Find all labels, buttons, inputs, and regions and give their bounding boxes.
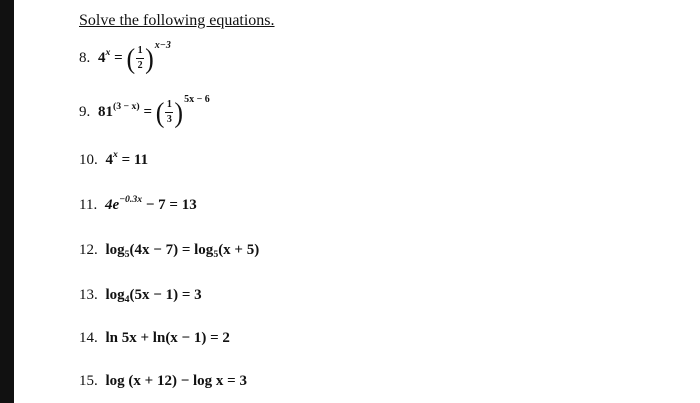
fraction-denominator: 2 bbox=[137, 60, 143, 72]
rhs-exponent: 5x − 6 bbox=[184, 94, 210, 105]
problem-number: 9. bbox=[79, 104, 91, 120]
lhs-term: 4e bbox=[104, 197, 120, 213]
problem-number: 8. bbox=[79, 50, 91, 66]
problem-13 bbox=[79, 287, 202, 304]
rhs-exponent: x−3 bbox=[154, 40, 171, 51]
problem-number: 14. bbox=[79, 330, 98, 346]
log-argument: (5x − 1) = 3 bbox=[129, 287, 202, 303]
problem-8 bbox=[79, 40, 171, 72]
lhs-exponent: x bbox=[105, 47, 111, 59]
problem-12 bbox=[79, 242, 259, 259]
problem-number: 11. bbox=[79, 197, 98, 213]
lhs-base: 81 bbox=[98, 104, 113, 120]
problem-number: 10. bbox=[79, 152, 98, 168]
fraction-in-parentheses: ( $\frac{1}{2}$ ) bbox=[126, 42, 154, 74]
log-function: log bbox=[105, 287, 125, 303]
fraction-bar bbox=[165, 112, 173, 113]
log-argument: (x + 5) bbox=[218, 242, 260, 258]
problem-number: 12. bbox=[79, 242, 98, 258]
fraction-numerator: 1 bbox=[137, 45, 143, 57]
problem-14 bbox=[79, 330, 230, 347]
fraction bbox=[136, 46, 144, 71]
equation: log (x + 12) − log x = 3 bbox=[105, 373, 247, 389]
log-base: 4 bbox=[124, 293, 130, 305]
log-base: 5 bbox=[213, 248, 219, 260]
problem-10 bbox=[79, 149, 149, 169]
fraction-denominator: 3 bbox=[166, 114, 172, 126]
lhs-exponent: (3 − x) bbox=[113, 101, 140, 113]
problem-number: 15. bbox=[79, 373, 98, 389]
lhs-exponent: x bbox=[113, 149, 118, 161]
lhs-exponent: −0.3x bbox=[119, 194, 143, 206]
fraction-in-parentheses: ( $\frac{1}{3}$ ) bbox=[155, 96, 184, 128]
instructions-heading: Solve the following equations. bbox=[79, 12, 275, 29]
left-edge-bar bbox=[0, 0, 14, 403]
problem-15 bbox=[79, 373, 247, 390]
equation-rest: − 7 = 13 bbox=[142, 197, 197, 213]
equals-sign: = bbox=[143, 104, 152, 120]
fraction-bar bbox=[136, 58, 144, 59]
equation: ln 5x + ln(x − 1) = 2 bbox=[105, 330, 230, 346]
problem-number: 13. bbox=[79, 287, 98, 303]
equation-rest: = 11 bbox=[117, 152, 149, 168]
log-function: log bbox=[194, 242, 214, 258]
equals-sign: = bbox=[114, 50, 123, 66]
lhs-base: 4 bbox=[105, 152, 113, 168]
log-base: 5 bbox=[124, 248, 130, 260]
lhs-base: 4 bbox=[98, 50, 106, 66]
log-argument: (4x − 7) = bbox=[129, 242, 195, 258]
problem-11 bbox=[79, 194, 197, 214]
log-function: log bbox=[105, 242, 125, 258]
problem-9 bbox=[79, 94, 210, 126]
fraction bbox=[165, 100, 173, 125]
fraction-numerator: 1 bbox=[166, 99, 172, 111]
